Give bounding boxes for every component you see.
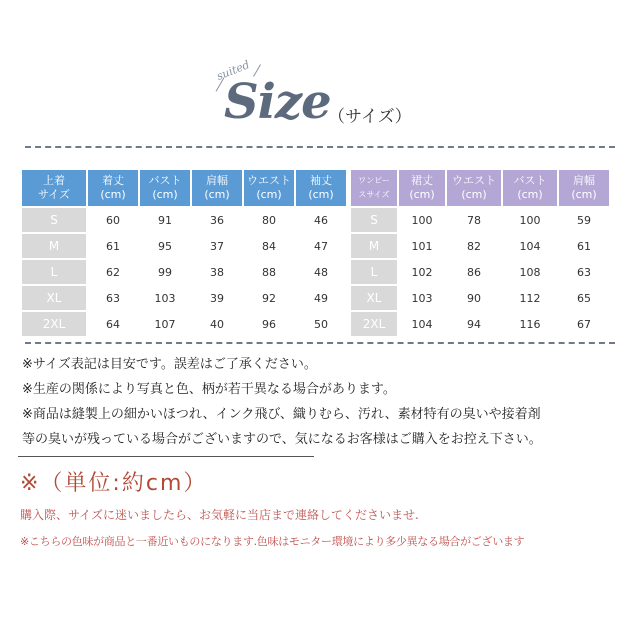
table-cell: 40 bbox=[210, 317, 224, 331]
header-waist: ウエスト (cm) bbox=[447, 170, 501, 206]
table-cell: 59 bbox=[577, 213, 591, 227]
suited-script: suited bbox=[214, 58, 252, 83]
unit-label: ※（単位:約cm） bbox=[20, 471, 208, 496]
table-cell: 48 bbox=[314, 265, 328, 279]
table-cell: 61 bbox=[106, 239, 120, 253]
table-cell: 96 bbox=[262, 317, 276, 331]
table-cell: 104 bbox=[411, 317, 433, 331]
table-cell: 37 bbox=[210, 239, 224, 253]
table-cell: 50 bbox=[314, 317, 328, 331]
table-cell: 80 bbox=[262, 213, 276, 227]
table-cell: 63 bbox=[577, 265, 591, 279]
table-cell: 82 bbox=[467, 239, 481, 253]
table-cell: 84 bbox=[262, 239, 276, 253]
header-shoulder: 肩幅 (cm) bbox=[192, 170, 242, 206]
row-size-label: 2XL bbox=[22, 312, 86, 336]
table-cell: 38 bbox=[210, 265, 224, 279]
table-row bbox=[22, 208, 346, 232]
table-row bbox=[351, 234, 609, 258]
table-cell: 94 bbox=[467, 317, 481, 331]
row-size-label: XL bbox=[351, 286, 397, 310]
table-cell: 62 bbox=[106, 265, 120, 279]
header-waist: ウエスト (cm) bbox=[244, 170, 294, 206]
table-cell: 65 bbox=[577, 291, 591, 305]
table-header-row bbox=[351, 170, 609, 206]
row-size-label: 2XL bbox=[351, 312, 397, 336]
table-cell: 91 bbox=[158, 213, 172, 227]
dress-size-table bbox=[349, 168, 611, 338]
header-bust: バスト (cm) bbox=[140, 170, 190, 206]
header-size: 上着 サイズ bbox=[22, 170, 86, 206]
row-size-label: M bbox=[351, 234, 397, 258]
top-divider bbox=[25, 146, 615, 148]
table-cell: 103 bbox=[411, 291, 433, 305]
table-cell: 47 bbox=[314, 239, 328, 253]
table-row bbox=[22, 286, 346, 310]
table-cell: 100 bbox=[519, 213, 541, 227]
notes-block bbox=[22, 352, 622, 452]
tops-size-table bbox=[20, 168, 348, 338]
header-bust: バスト (cm) bbox=[503, 170, 557, 206]
size-subtitle: （サイズ） bbox=[328, 107, 412, 127]
table-cell: 67 bbox=[577, 317, 591, 331]
color-note: ※こちらの色味が商品と一番近いものになります.色味はモニター環境により多少異なる場合がございます bbox=[20, 535, 525, 548]
table-cell: 88 bbox=[262, 265, 276, 279]
table-row bbox=[22, 312, 346, 336]
table-cell: 78 bbox=[467, 213, 481, 227]
table-cell: 107 bbox=[154, 317, 176, 331]
table-cell: 36 bbox=[210, 213, 224, 227]
table-cell: 49 bbox=[314, 291, 328, 305]
note-line: ※商品は縫製上の細かいほつれ、インク飛び、織りむら、汚れ、素材特有の臭いや接着剤 bbox=[22, 407, 541, 422]
table-cell: 64 bbox=[106, 317, 120, 331]
contact-note: 購入際、サイズに迷いましたら、お気軽に当店まで連絡してくださいませ. bbox=[20, 508, 419, 522]
table-cell: 100 bbox=[411, 213, 433, 227]
table-cell: 103 bbox=[154, 291, 176, 305]
table-cell: 92 bbox=[262, 291, 276, 305]
note-line: ※生産の関係により写真と色、柄が若干異なる場合があります。 bbox=[22, 382, 396, 397]
header-length: 着丈 (cm) bbox=[88, 170, 138, 206]
table-cell: 39 bbox=[210, 291, 224, 305]
table-cell: 46 bbox=[314, 213, 328, 227]
row-size-label: M bbox=[22, 234, 86, 258]
table-header-row bbox=[22, 170, 346, 206]
row-size-label: L bbox=[22, 260, 86, 284]
table-cell: 104 bbox=[519, 239, 541, 253]
table-cell: 99 bbox=[158, 265, 172, 279]
row-size-label: XL bbox=[22, 286, 86, 310]
header-sleeve: 袖丈 (cm) bbox=[296, 170, 346, 206]
table-row bbox=[22, 260, 346, 284]
table-cell: 95 bbox=[158, 239, 172, 253]
table-cell: 60 bbox=[106, 213, 120, 227]
table-row bbox=[351, 260, 609, 284]
notes-underline bbox=[18, 456, 314, 457]
table-row bbox=[351, 312, 609, 336]
table-cell: 90 bbox=[467, 291, 481, 305]
table-cell: 61 bbox=[577, 239, 591, 253]
table-cell: 108 bbox=[519, 265, 541, 279]
bottom-divider bbox=[25, 342, 615, 344]
table-cell: 116 bbox=[519, 317, 541, 331]
table-cell: 102 bbox=[411, 265, 433, 279]
table-cell: 112 bbox=[519, 291, 541, 305]
note-line: ※サイズ表記は目安です。誤差はご了承ください。 bbox=[22, 357, 317, 372]
table-cell: 101 bbox=[411, 239, 433, 253]
header-dress-size: ワンピー スサイズ bbox=[351, 170, 397, 206]
header-shoulder: 肩幅 (cm) bbox=[559, 170, 609, 206]
row-size-label: L bbox=[351, 260, 397, 284]
row-size-label: S bbox=[22, 208, 86, 232]
row-size-label: S bbox=[351, 208, 397, 232]
note-line: 等の臭いが残っている場合がございますので、気になるお客様はご購入をお控え下さい。 bbox=[22, 432, 542, 447]
size-title: Size bbox=[224, 74, 331, 130]
table-row bbox=[351, 286, 609, 310]
size-title-block bbox=[200, 58, 460, 142]
table-row bbox=[22, 234, 346, 258]
header-skirt-length: 裙丈 (cm) bbox=[399, 170, 445, 206]
table-cell: 63 bbox=[106, 291, 120, 305]
table-cell: 86 bbox=[467, 265, 481, 279]
table-row bbox=[351, 208, 609, 232]
